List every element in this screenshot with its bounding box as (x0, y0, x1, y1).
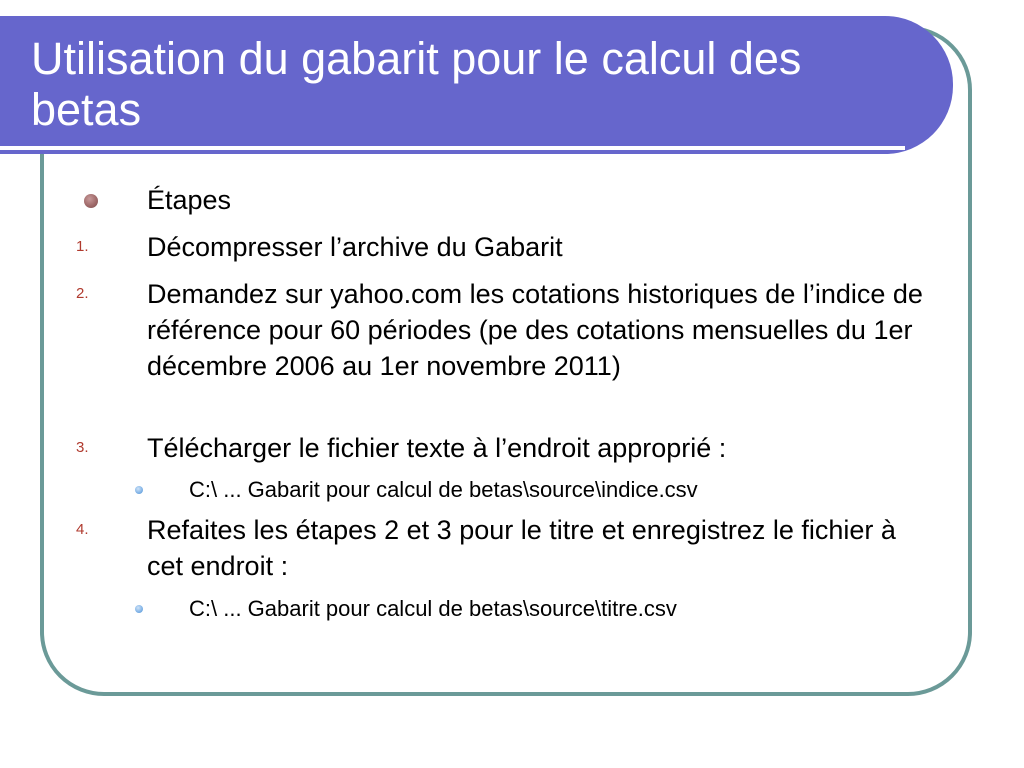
list-item-step-3 (76, 430, 937, 466)
item-text: Décompresser l’archive du Gabarit (147, 232, 563, 262)
item-text: Télécharger le fichier texte à l’endroit approprié : (147, 433, 727, 463)
sub-bullet-icon (135, 605, 143, 613)
sub-item-indice-path (189, 477, 949, 503)
bullet-icon (84, 194, 98, 208)
item-text: Refaites les étapes 2 et 3 pour le titre et enregistrez le fichier à cet endroit : (147, 515, 896, 581)
slide-title: Utilisation du gabarit pour le calcul des betas (31, 33, 802, 135)
sub-bullet-icon (135, 486, 143, 494)
sub-item-titre-path (189, 596, 949, 622)
list-item-etapes (147, 182, 937, 218)
item-text: Demandez sur yahoo.com les cotations historiques de l’indice de référence pour 60 périodes (pe des cotations mensuelles du 1er décembre 2006 au 1er novembre 2011) (147, 279, 923, 381)
step-number: 3. (76, 439, 89, 456)
list-item-step-2 (76, 276, 937, 384)
step-number: 2. (76, 285, 89, 302)
step-number: 4. (76, 521, 89, 538)
sub-item-text: C:\ ... Gabarit pour calcul de betas\source\indice.csv (189, 477, 698, 502)
step-number: 1. (76, 238, 89, 255)
list-item-step-1 (76, 229, 937, 265)
item-text: Étapes (147, 185, 232, 215)
sub-item-text: C:\ ... Gabarit pour calcul de betas\source\titre.csv (189, 596, 677, 621)
list-item-step-4 (76, 512, 937, 584)
